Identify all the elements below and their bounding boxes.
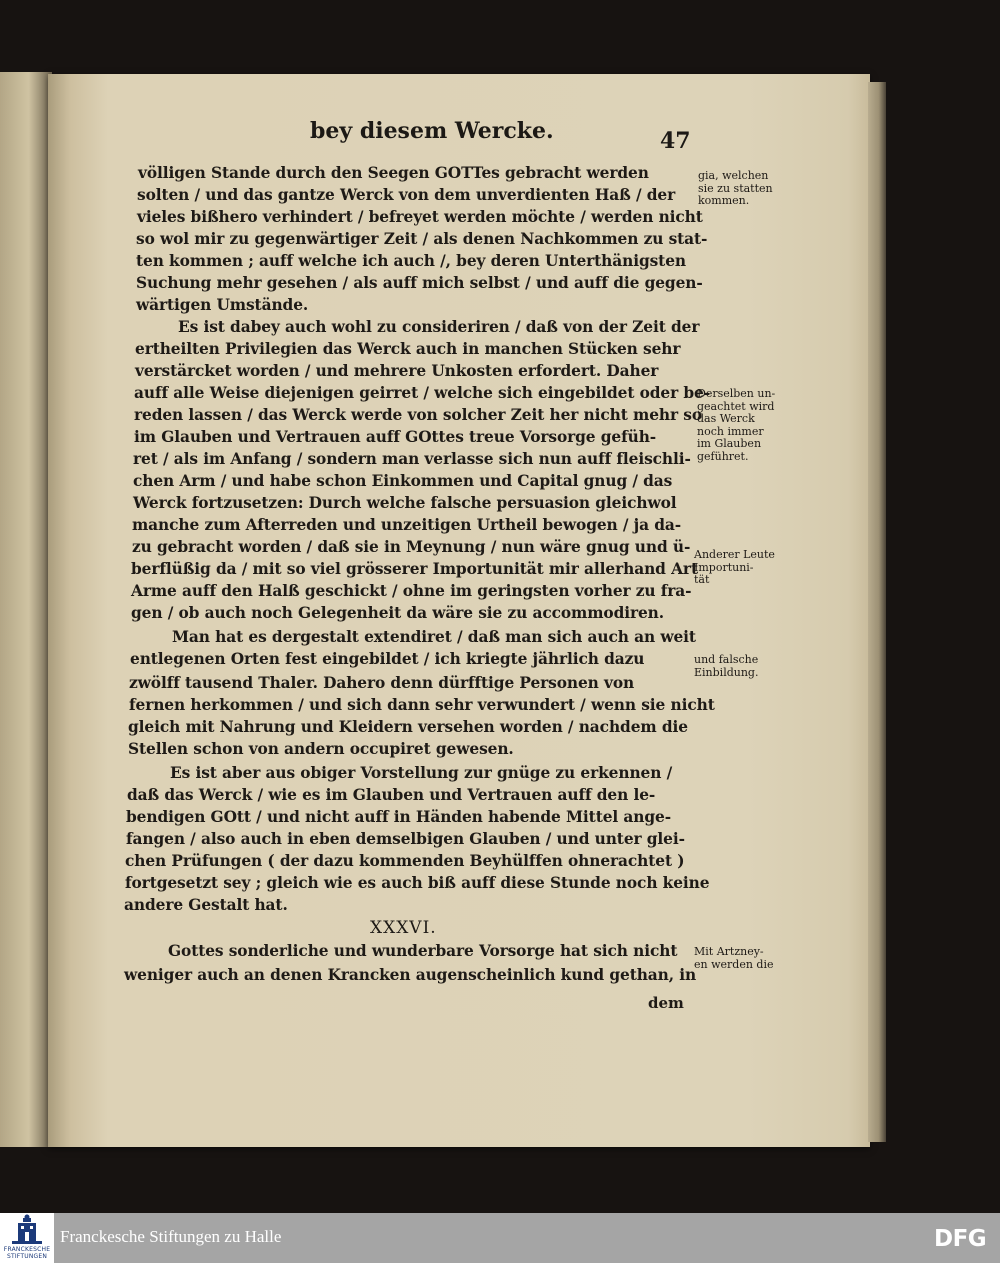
text-line: gen / ob auch noch Gelegenheit da wäre sie zu accommodiren. xyxy=(131,604,665,622)
margin-note xyxy=(694,946,773,971)
text-line: Gottes sonderliche und wunderbare Vorsorge hat sich nicht xyxy=(168,942,678,960)
text-line: fernen herkommen / und sich dann sehr verwundert / wenn sie nicht xyxy=(129,696,715,714)
text-line: Es ist aber aus obiger Vorstellung zur gnüge zu erkennen / xyxy=(170,764,673,782)
orphanage-emblem-icon xyxy=(0,1213,54,1247)
margin-note-line: Anderer Leute xyxy=(694,548,775,561)
text-line: im Glauben und Vertrauen auff GOttes treue Vorsorge gefüh- xyxy=(134,428,657,446)
text-line: fangen / also auch in eben demselbigen Glauben / und unter glei- xyxy=(126,830,685,848)
text-line: so wol mir zu gegenwärtiger Zeit / als denen Nachkommen zu stat- xyxy=(136,230,708,248)
text-line: berflüßig da / mit so viel grösserer Importunität mir allerhand Art xyxy=(131,560,698,578)
text-line: zu gebracht worden / daß sie in Meynung / nun wäre gnug und ü- xyxy=(132,538,691,556)
running-head: bey diesem Wercke. xyxy=(310,118,554,144)
footer-bar xyxy=(0,1213,1000,1263)
margin-note-line: Mit Artzney- xyxy=(694,945,764,958)
text-line: Stellen schon von andern occupiret gewesen. xyxy=(128,740,514,758)
page-number: 47 xyxy=(660,128,691,154)
margin-note-line: en werden die xyxy=(694,957,774,971)
text-line: daß das Werck / wie es im Glauben und Vertrauen auff den le- xyxy=(127,786,656,804)
margin-note-line: Importuni- xyxy=(694,560,754,574)
margin-note xyxy=(694,549,775,587)
text-line: manche zum Afterreden und unzeitigen Urtheil bewogen / ja da- xyxy=(132,516,682,534)
text-line: auff alle Weise diejenigen geirret / welche sich eingebildet oder be- xyxy=(134,384,711,402)
margin-note-line: sie zu statten xyxy=(698,181,773,195)
text-line: entlegenen Orten fest eingebildet / ich kriegte jährlich dazu xyxy=(130,650,645,668)
text-line: Arme auff den Halß geschickt / ohne im geringsten vorher zu fra- xyxy=(131,582,692,600)
text-line: völligen Stande durch den Seegen GOTTes gebracht werden xyxy=(138,164,649,182)
margin-note-line: Einbildung. xyxy=(694,665,759,679)
dfg-logo[interactable]: DFG xyxy=(934,1226,987,1252)
text-line: andere Gestalt hat. xyxy=(124,896,288,914)
text-line: fortgesetzt sey ; gleich wie es auch biß auff diese Stunde noch keine xyxy=(125,874,710,892)
text-line: Werck fortzusetzen: Durch welche falsche persuasion gleichwol xyxy=(133,494,677,512)
text-line: solten / und das gantze Werck von dem unverdienten Haß / der xyxy=(137,186,676,204)
text-line: ret / als im Anfang / sondern man verlasse sich nun auff fleischli- xyxy=(133,450,691,468)
text-line: vieles bißhero verhindert / befreyet werden möchte / werden nicht xyxy=(137,208,703,226)
text-line: ertheilten Privilegien das Werck auch in manchen Stücken sehr xyxy=(135,340,681,358)
text-line: weniger auch an denen Krancken augenscheinlich kund gethan, in xyxy=(124,966,697,984)
text-line: Suchung mehr gesehen / als auff mich selbst / und auff die gegen- xyxy=(136,274,703,292)
text-line: wärtigen Umstände. xyxy=(136,296,309,314)
catchword: dem xyxy=(648,994,684,1012)
margin-note-line: noch immer xyxy=(697,424,764,438)
text-line: chen Prüfungen ( der dazu kommenden Beyhülffen ohnerachtet ) xyxy=(125,852,685,870)
text-line: chen Arm / und habe schon Einkommen und Capital gnug / das xyxy=(133,472,673,490)
text-line: gleich mit Nahrung und Kleidern versehen worden / nachdem die xyxy=(128,718,688,736)
text-line: ten kommen ; auff welche ich auch /, bey deren Unterthänigsten xyxy=(136,252,686,270)
text-line: Es ist dabey auch wohl zu consideriren / daß von der Zeit der xyxy=(178,318,700,336)
text-line: Man hat es dergestalt extendiret / daß man sich auch an weit xyxy=(172,628,696,646)
margin-note-line: geachtet wird xyxy=(697,399,775,413)
text-line: verstärcket worden / und mehrere Unkosten erfordert. Daher xyxy=(135,362,659,380)
text-line: reden lassen / das Werck werde von solcher Zeit her nicht mehr so xyxy=(134,406,702,424)
margin-note-line: und falsche xyxy=(694,653,759,666)
margin-note xyxy=(697,388,775,463)
text-line: zwölff tausend Thaler. Dahero denn dürfftige Personen von xyxy=(129,674,635,692)
institution-logo-label: FRANCKESCHE STIFTUNGEN xyxy=(3,1246,51,1260)
margin-note-line: kommen. xyxy=(698,194,750,207)
section-heading: XXXVI. xyxy=(370,918,437,938)
text-line: bendigen GOtt / und nicht auff in Händen habende Mittel ange- xyxy=(126,808,672,826)
margin-note-line: tät xyxy=(694,573,710,586)
margin-note xyxy=(698,170,773,208)
institution-name: Franckesche Stiftungen zu Halle xyxy=(60,1227,282,1246)
margin-note-line: gia, welchen xyxy=(698,169,769,182)
institution-logo[interactable] xyxy=(0,1213,54,1263)
margin-note-line: im Glauben xyxy=(697,437,762,450)
margin-note-line: geführet. xyxy=(697,449,749,463)
margin-note-line: das Werck xyxy=(697,412,755,425)
margin-note xyxy=(694,654,758,679)
margin-note-line: Derselben un- xyxy=(697,387,776,400)
